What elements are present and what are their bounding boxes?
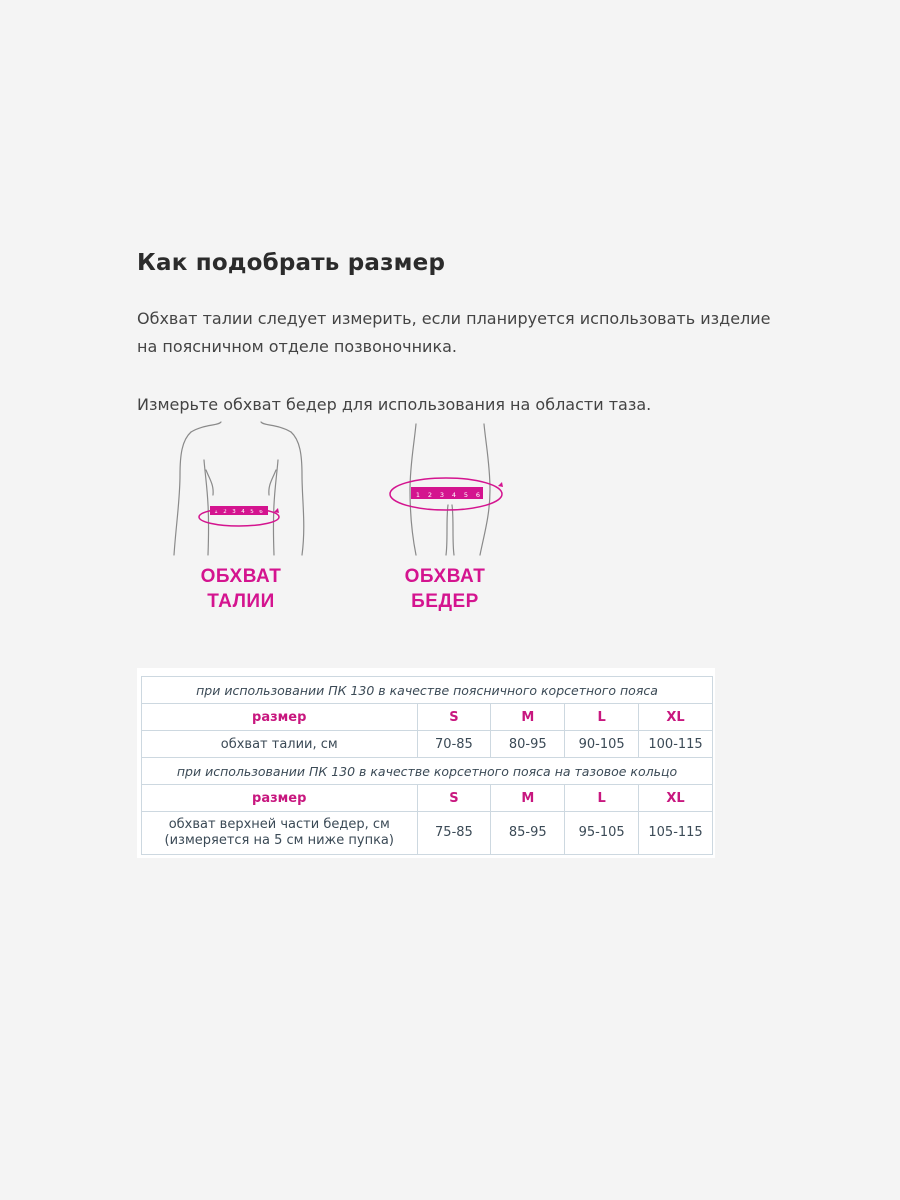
waist-tape-mark: 3 — [232, 509, 236, 515]
value-cell: 105-115 — [639, 812, 713, 855]
waist-label — [186, 564, 296, 614]
table-note-row — [142, 677, 713, 704]
table-row — [142, 731, 713, 758]
waist-instruction: Обхват талии следует измерить, если планируется использовать изделие на поясничном отделе позвоночника. — [137, 309, 771, 356]
size-header-cell: S — [417, 704, 491, 731]
value-cell: 80-95 — [491, 731, 565, 758]
waist-tape-mark: 4 — [241, 509, 245, 515]
hips-instruction: Измерьте обхват бедер для использования на области таза. — [137, 395, 652, 414]
hips-label-line2: БЕДЕР — [411, 591, 479, 612]
waist-tape-mark: 5 — [250, 509, 254, 515]
value-cell: 95-105 — [565, 812, 639, 855]
page-title: Как подобрать размер — [137, 250, 446, 276]
hips-label-line1: ОБХВАТ — [404, 566, 486, 587]
hips-body-illustration — [380, 420, 520, 565]
size-header-cell: S — [417, 785, 491, 812]
section2-note: при использовании ПК 130 в качестве корсетного пояса на тазовое кольцо — [142, 758, 713, 785]
size-header-cell: размер — [142, 785, 418, 812]
table-header-row — [142, 704, 713, 731]
hips-arrow-icon — [498, 482, 503, 487]
hips-label — [390, 564, 500, 614]
waist-label-line2: ТАЛИИ — [207, 591, 275, 612]
size-header-cell: L — [565, 785, 639, 812]
row-label-cell: обхват талии, см — [142, 731, 418, 758]
value-cell: 90-105 — [565, 731, 639, 758]
size-header-cell: XL — [639, 785, 713, 812]
size-header-cell: L — [565, 704, 639, 731]
size-header-cell: XL — [639, 704, 713, 731]
table-header-row — [142, 785, 713, 812]
value-cell: 70-85 — [417, 731, 491, 758]
hips-tape-mark: 2 — [427, 491, 433, 499]
size-header-cell: размер — [142, 704, 418, 731]
size-table — [141, 676, 713, 855]
hips-tape-mark: 6 — [475, 491, 481, 499]
size-header-cell: M — [491, 704, 565, 731]
size-table-card — [137, 668, 715, 858]
row-label-cell — [142, 812, 418, 855]
hips-tape — [411, 487, 483, 499]
waist-tape-mark: 6 — [259, 509, 263, 515]
table-row — [142, 812, 713, 855]
waist-tape-mark: 1 — [214, 509, 218, 515]
waist-tape-mark: 2 — [223, 509, 227, 515]
hips-tape-mark: 1 — [415, 491, 421, 499]
value-cell: 85-95 — [491, 812, 565, 855]
hips-tape-mark: 3 — [439, 491, 445, 499]
row-label-line2: (измеряется на 5 см ниже пупка) — [164, 833, 394, 848]
table-note-row — [142, 758, 713, 785]
hips-tape-mark: 5 — [463, 491, 469, 499]
value-cell: 75-85 — [417, 812, 491, 855]
hips-tape-mark: 4 — [451, 491, 457, 499]
section1-note: при использовании ПК 130 в качестве поясничного корсетного пояса — [142, 677, 713, 704]
row-label-line1: обхват верхней части бедер, см — [168, 817, 390, 832]
waist-body-illustration — [166, 420, 316, 565]
value-cell: 100-115 — [639, 731, 713, 758]
waist-label-line1: ОБХВАТ — [200, 566, 282, 587]
size-header-cell: M — [491, 785, 565, 812]
